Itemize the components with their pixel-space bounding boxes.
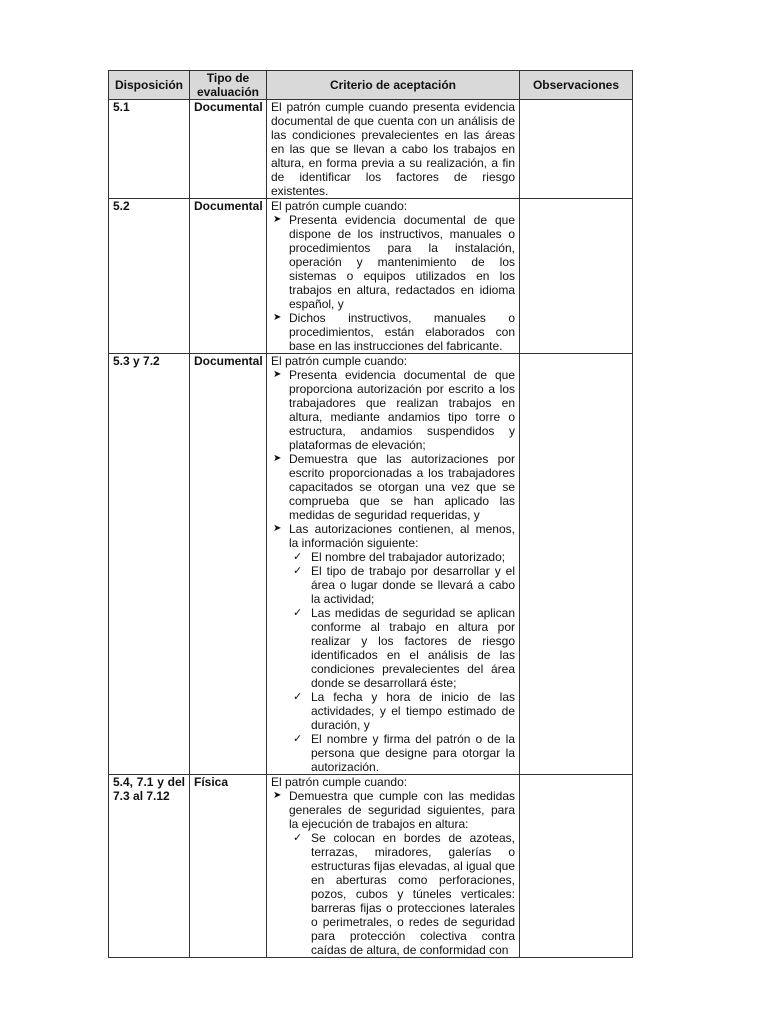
tipo-cell: Documental — [190, 100, 267, 199]
tipo-cell: Documental — [190, 199, 267, 354]
tipo-cell: Documental — [190, 354, 267, 775]
check-list-item: ✓ El nombre y firma del patrón o de la persona que designe para otorgar la autorización. — [289, 732, 515, 774]
criterio-intro: El patrón cumple cuando: — [271, 354, 408, 368]
arrow-list-item — [271, 522, 515, 774]
observaciones-cell — [520, 775, 633, 958]
observaciones-cell — [520, 199, 633, 354]
arrow-list-item-text: Demuestra que cumple con las medidas generales de seguridad siguientes, para la ejecución de trabajos en altura: — [289, 789, 515, 831]
disposicion-cell: 5.1 — [109, 100, 190, 199]
criterio-cell — [267, 100, 520, 199]
check-list-item: ✓ Se colocan en bordes de azoteas, terrazas, miradores, galerías o estructuras fijas elevadas, al igual que en aberturas como perforaciones, pozos, cubos y túneles verticales: barreras fijas o protecciones laterales o perimetrales, o redes de seguridad para protección colectiva contra caídas de altura, de conformidad con — [289, 831, 515, 957]
observaciones-cell — [520, 100, 633, 199]
arrow-list-item: ➤ Demuestra que las autorizaciones por escrito proporcionadas a los trabajadores capacitados se otorgan una vez que se comprueba que se han aplicado las medidas de seguridad requeridas, y — [271, 452, 515, 522]
arrow-list-item: ➤ Dichos instructivos, manuales o procedimientos, están elaborados con base en las instrucciones del fabricante. — [271, 311, 515, 353]
header-observaciones: Observaciones — [520, 71, 633, 100]
header-disposicion: Disposición — [109, 71, 190, 100]
table-row — [109, 199, 633, 354]
criterio-cell — [267, 775, 520, 958]
arrow-list-item — [271, 789, 515, 957]
table-row — [109, 775, 633, 958]
criterio-intro: El patrón cumple cuando: — [271, 775, 408, 789]
check-list-item: ✓ La fecha y hora de inicio de las actividades, y el tiempo estimado de duración, y — [289, 690, 515, 732]
arrow-list-item: ➤ Presenta evidencia documental de que proporciona autorización por escrito a los trabajadores que realizan trabajos en altura, mediante andamios tipo torre o estructura, andamios suspendidos y plataformas de elevación; — [271, 368, 515, 452]
table-header-row — [109, 71, 633, 100]
table-row — [109, 100, 633, 199]
tipo-cell: Física — [190, 775, 267, 958]
disposicion-cell: 5.2 — [109, 199, 190, 354]
check-list-item: ✓ El nombre del trabajador autorizado; — [289, 550, 515, 564]
disposicion-cell: 5.3 y 7.2 — [109, 354, 190, 775]
criterio-cell — [267, 354, 520, 775]
arrow-list-item: ➤ Presenta evidencia documental de que dispone de los instructivos, manuales o procedimientos para la instalación, operación y mantenimiento de los sistemas o equipos utilizados en los trabajos en altura, redactados en idioma español, y — [271, 213, 515, 311]
arrow-list — [271, 789, 515, 957]
observaciones-cell — [520, 354, 633, 775]
criterio-intro: El patrón cumple cuando: — [271, 199, 408, 213]
criterio-cell — [267, 199, 520, 354]
arrow-list — [271, 368, 515, 774]
check-list — [289, 550, 515, 774]
table-row — [109, 354, 633, 775]
header-criterio-aceptacion: Criterio de aceptación — [267, 71, 520, 100]
disposicion-cell: 5.4, 7.1 y del 7.3 al 7.12 — [109, 775, 190, 958]
arrow-list-item-text: Las autorizaciones contienen, al menos, la información siguiente: — [289, 522, 515, 550]
header-tipo-evaluacion: Tipo de evaluación — [190, 71, 267, 100]
check-list-item: ✓ El tipo de trabajo por desarrollar y el área o lugar donde se llevará a cabo la actividad; — [289, 564, 515, 606]
evaluation-table — [108, 70, 633, 958]
arrow-list — [271, 213, 515, 353]
check-list — [289, 831, 515, 957]
criterio-text: El patrón cumple cuando presenta evidencia documental de que cuenta con un análisis de las condiciones prevalecientes en las áreas en las que se llevan a cabo los trabajos en altura, en forma previa a su realización, a fin de identificar los factores de riesgo existentes. — [271, 100, 515, 198]
check-list-item: ✓ Las medidas de seguridad se aplican conforme al trabajo en altura por realizar y los factores de riesgo identificados en el análisis de las condiciones prevalecientes del área donde se desarrollará éste; — [289, 606, 515, 690]
